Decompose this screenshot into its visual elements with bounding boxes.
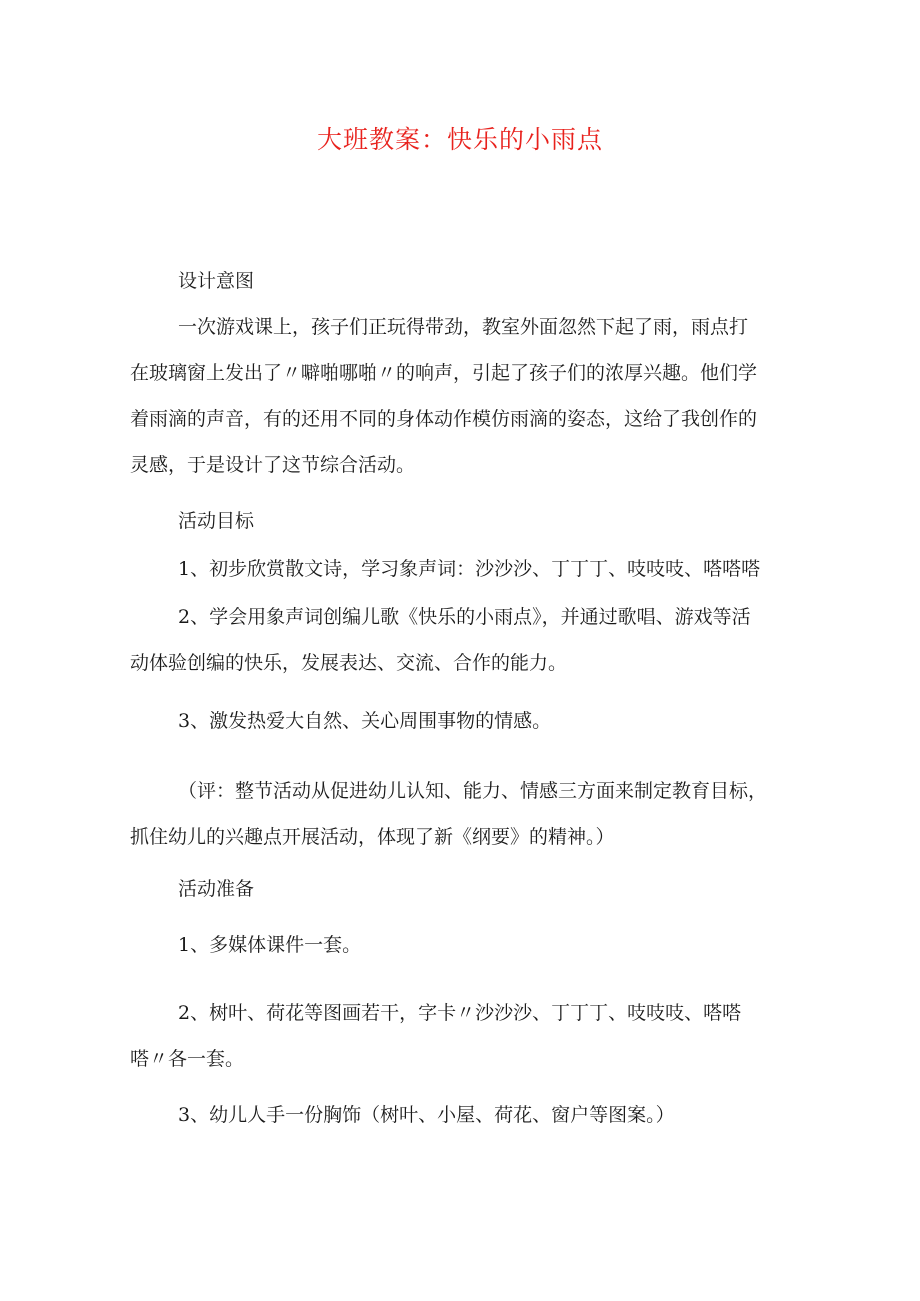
paragraph-line: 2、学会用象声词创编儿歌《快乐的小雨点》，并通过歌唱、游戏等活: [178, 606, 751, 628]
paragraph-line: （评：整节活动从促进幼儿认知、能力、情感三方面来制定教育目标，: [178, 780, 768, 802]
paragraph-line: 嗒〃各一套。: [130, 1048, 245, 1070]
paragraph-line: 着雨滴的声音，有的还用不同的身体动作模仿雨滴的姿态，这给了我创作的: [130, 408, 758, 430]
paragraph-line: 抓住幼儿的兴趣点开展活动，体现了新《纲要》的精神。）: [130, 826, 615, 848]
goal-item-1: 1、初步欣赏散文诗，学习象声词：沙沙沙、丁丁丁、吱吱吱、嗒嗒嗒: [178, 558, 761, 580]
document-title: 大班教案：快乐的小雨点: [316, 125, 603, 154]
preparation-item-1: 1、多媒体课件一套。: [178, 934, 362, 956]
paragraph-line: 2、树叶、荷花等图画若干，字卡〃沙沙沙、丁丁丁、吱吱吱、嗒嗒: [178, 1002, 742, 1024]
goal-item-2: [130, 594, 794, 686]
paragraph-line: 灵感，于是设计了这节综合活动。: [130, 454, 416, 476]
design-intent-heading: 设计意图: [178, 270, 255, 292]
preparation-heading: 活动准备: [178, 878, 255, 900]
goals-heading: 活动目标: [178, 510, 255, 532]
preparation-item-2: [130, 990, 794, 1082]
preparation-item-3: 3、幼儿人手一份胸饰（树叶、小屋、荷花、窗户等图案。）: [178, 1104, 675, 1126]
comment-paragraph: [130, 768, 794, 860]
design-intent-paragraph: [130, 304, 794, 488]
goal-item-3: 3、激发热爱大自然、关心周围事物的情感。: [178, 710, 552, 732]
paragraph-line: 一次游戏课上，孩子们正玩得带劲，教室外面忽然下起了雨，雨点打: [178, 316, 749, 338]
paragraph-line: 在玻璃窗上发出了〃噼啪哪啪〃的响声，引起了孩子们的浓厚兴趣。他们学: [130, 362, 758, 384]
paragraph-line: 动体验创编的快乐，发展表达、交流、合作的能力。: [130, 652, 568, 674]
